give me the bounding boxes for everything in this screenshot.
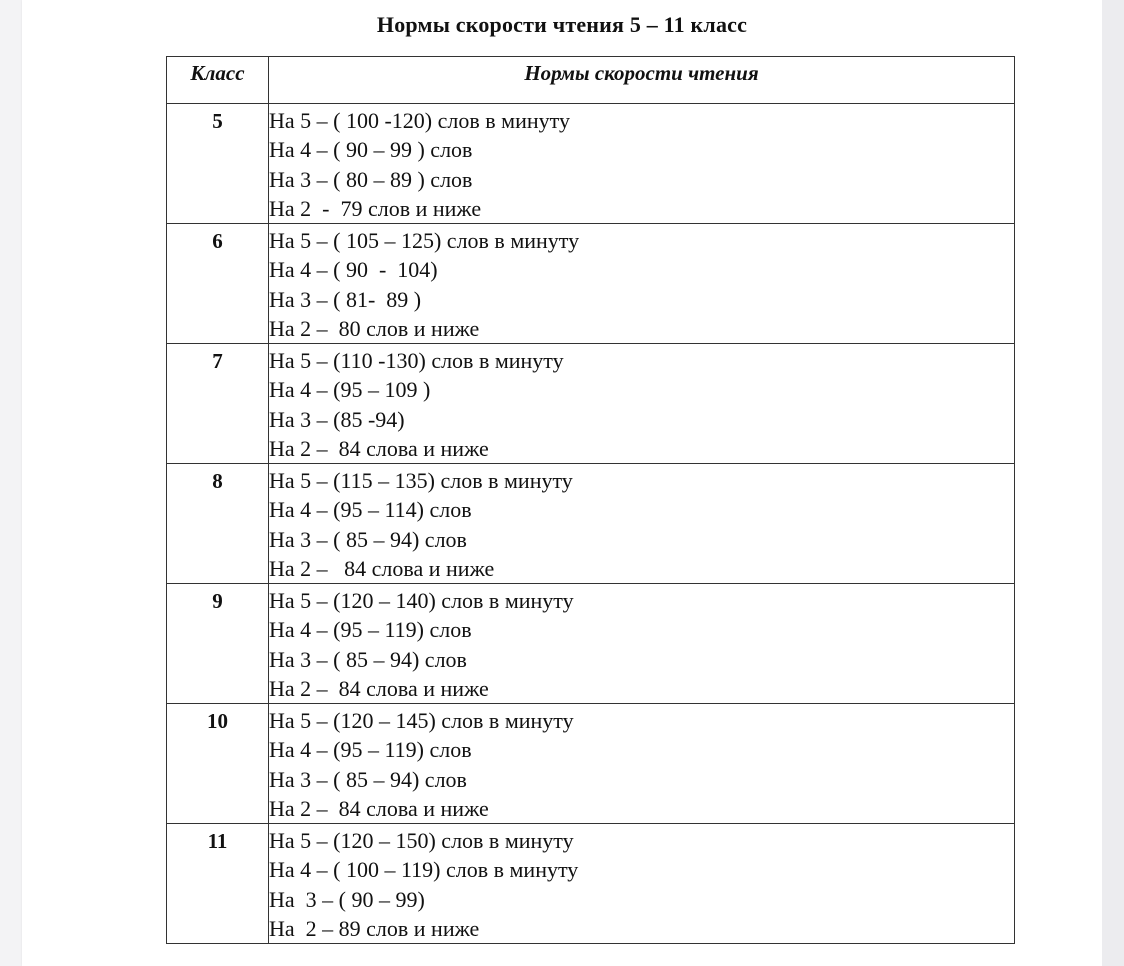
table-row [167, 824, 1015, 944]
norm-line: На 2 – 89 слов и ниже [269, 915, 480, 941]
grade-cell: 10 [167, 704, 269, 824]
table-row [167, 344, 1015, 464]
header-norms: Нормы скорости чтения [269, 57, 1015, 104]
reading-norms-table [166, 56, 1015, 944]
document-title: Нормы скорости чтения 5 – 11 класс [376, 12, 748, 37]
norm-line: На 4 – ( 100 – 119) слов в минуту [269, 857, 579, 883]
table-header-row [167, 57, 1015, 104]
norm-line: На 5 – (120 – 145) слов в минуту [269, 708, 574, 733]
norms-cell [269, 584, 1015, 704]
norm-line: На 2 – 80 слов и ниже [269, 315, 480, 341]
norm-line: На 2 – 84 слова и ниже [269, 555, 495, 581]
table-row [167, 104, 1015, 224]
norm-line: На 5 – (110 -130) слов в минуту [269, 348, 564, 373]
table-row [167, 224, 1015, 344]
header-grade: Класс [167, 57, 269, 104]
norm-line: На 2 – 84 слова и ниже [269, 795, 489, 821]
norm-line: На 4 – (95 – 114) слов [269, 497, 472, 523]
norms-cell [269, 824, 1015, 944]
grade-cell: 7 [167, 344, 269, 464]
norm-line: На 3 – ( 81- 89 ) [269, 286, 422, 312]
norm-line: На 5 – (120 – 140) слов в минуту [269, 588, 574, 613]
norm-line: На 5 – (115 – 135) слов в минуту [269, 468, 573, 493]
norm-line: На 3 – ( 80 – 89 ) слов [269, 166, 473, 192]
norm-line: На 3 – ( 85 – 94) слов [269, 646, 467, 672]
table-row [167, 464, 1015, 584]
norm-line: На 3 – ( 85 – 94) слов [269, 766, 467, 792]
table-row [167, 584, 1015, 704]
norm-line: На 2 - 79 слов и ниже [269, 195, 482, 221]
grade-cell: 9 [167, 584, 269, 704]
norm-line: На 3 – ( 90 – 99) [269, 886, 425, 912]
grade-cell: 6 [167, 224, 269, 344]
norms-cell [269, 344, 1015, 464]
grade-cell: 5 [167, 104, 269, 224]
norm-line: На 4 – (95 – 119) слов [269, 737, 472, 763]
norms-cell [269, 464, 1015, 584]
norms-cell [269, 104, 1015, 224]
norm-line: На 2 – 84 слова и ниже [269, 435, 489, 461]
grade-cell: 11 [167, 824, 269, 944]
norms-cell [269, 704, 1015, 824]
norm-line: На 4 – ( 90 - 104) [269, 257, 438, 283]
table-row [167, 704, 1015, 824]
page-edge [1102, 0, 1124, 966]
norm-line: На 3 – ( 85 – 94) слов [269, 526, 467, 552]
grade-cell: 8 [167, 464, 269, 584]
norms-cell [269, 224, 1015, 344]
norm-line: На 4 – (95 – 109 ) [269, 377, 431, 403]
norm-line: На 5 – ( 105 – 125) слов в минуту [269, 228, 580, 253]
norm-line: На 5 – ( 100 -120) слов в минуту [269, 108, 570, 133]
norm-line: На 4 – (95 – 119) слов [269, 617, 472, 643]
norm-line: На 3 – (85 -94) [269, 406, 405, 432]
norm-line: На 2 – 84 слова и ниже [269, 675, 489, 701]
norm-line: На 5 – (120 – 150) слов в минуту [269, 828, 574, 853]
norm-line: На 4 – ( 90 – 99 ) слов [269, 137, 473, 163]
